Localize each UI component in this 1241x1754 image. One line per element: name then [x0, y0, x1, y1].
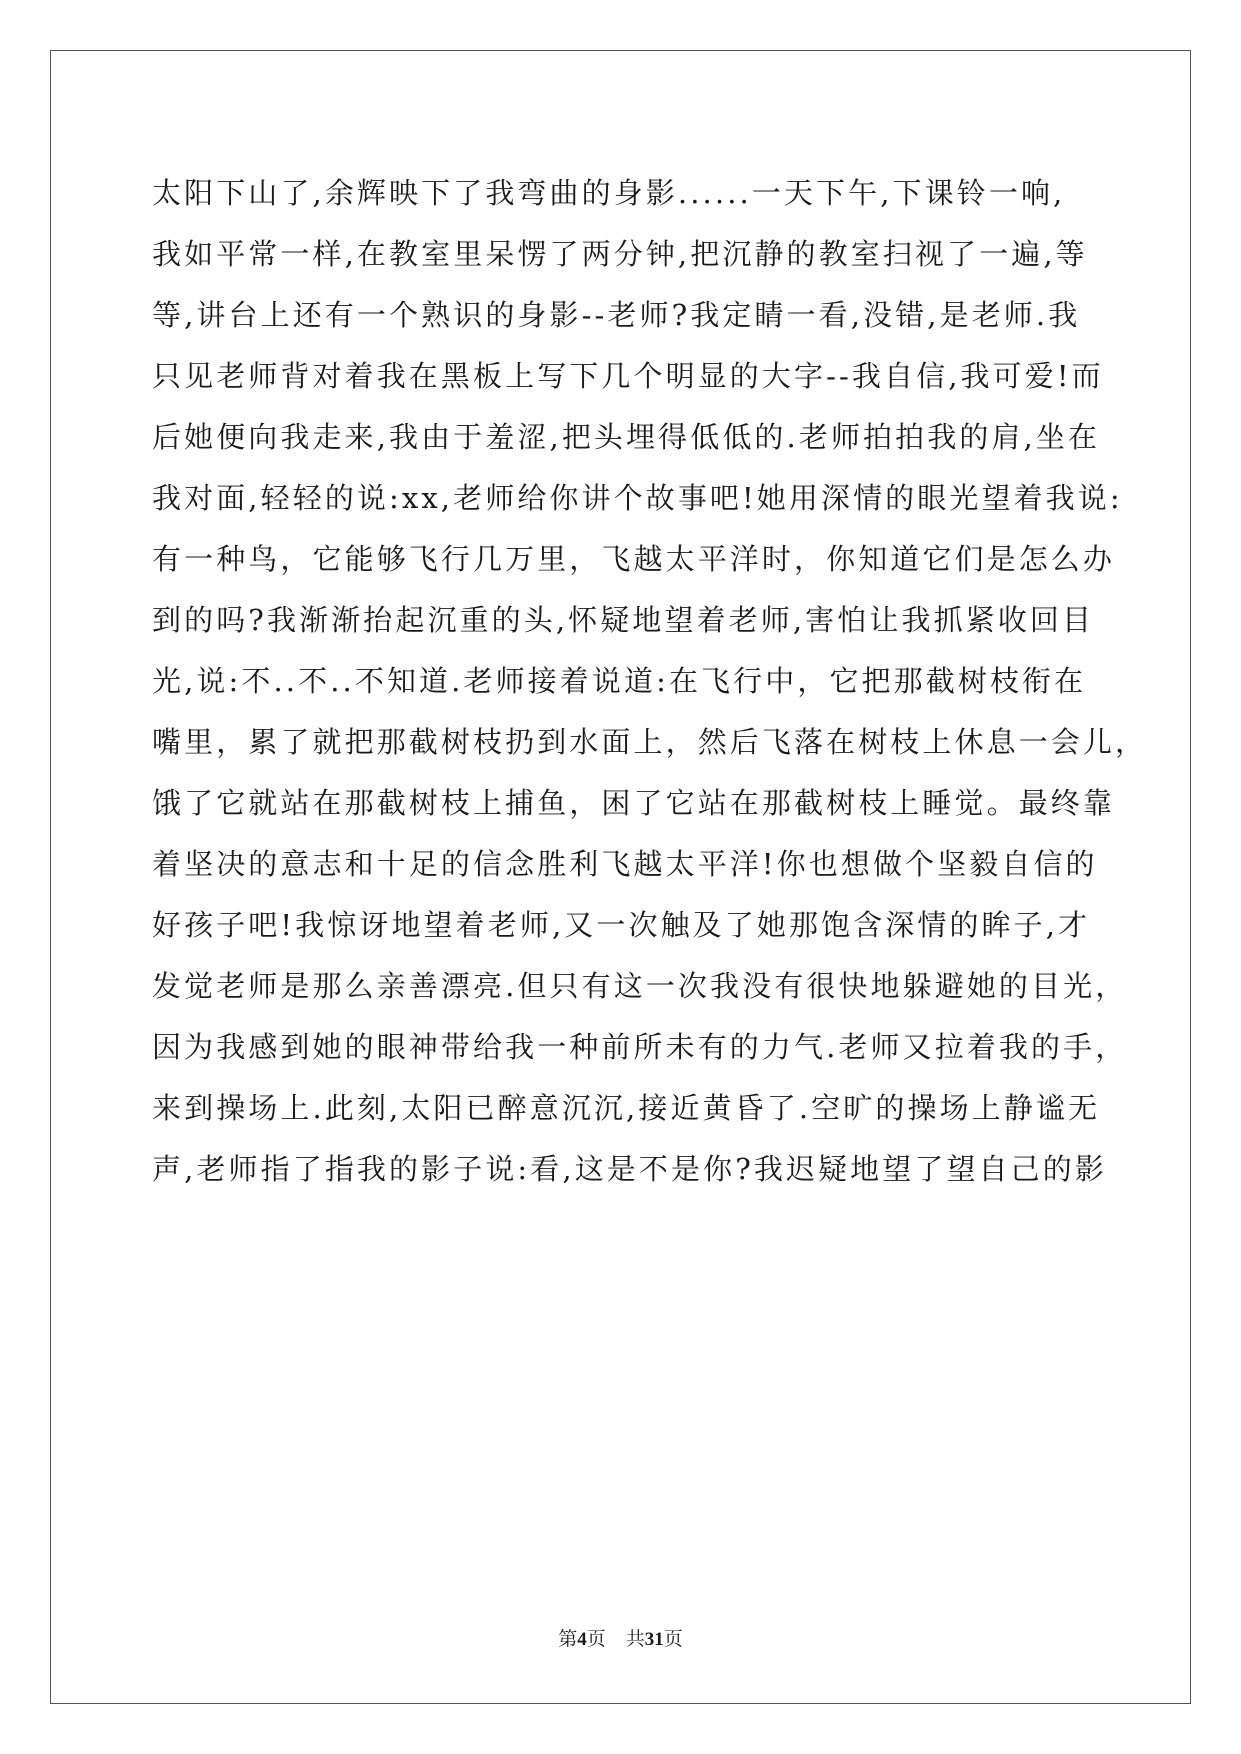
page-footer — [0, 1624, 1241, 1651]
document-body — [152, 163, 1148, 1200]
page-suffix: 页 — [586, 1629, 606, 1650]
text-line: 有一种鸟，它能够飞行几万里，飞越太平洋时，你知道它们是怎么办 — [152, 542, 1116, 576]
text-line: 着坚决的意志和十足的信念胜利飞越太平洋!你也想做个坚毅自信的 — [152, 847, 1098, 881]
text-line: 太阳下山了,余辉映下了我弯曲的身影......一天下午,下课铃一响, — [152, 176, 1066, 210]
total-pages: 31 — [644, 1629, 664, 1650]
text-line: 发觉老师是那么亲善漂亮.但只有这一次我没有很快地躲避她的目光， — [152, 969, 1128, 1003]
text-line: 来到操场上.此刻,太阳已醉意沉沉,接近黄昏了.空旷的操场上静谧无 — [152, 1091, 1101, 1125]
text-line: 好孩子吧!我惊讶地望着老师,又一次触及了她那饱含深情的眸子,才 — [152, 908, 1091, 942]
page-prefix: 第 — [558, 1629, 578, 1650]
text-line: 嘴里，累了就把那截树枝扔到水面上，然后飞落在树枝上休息一会儿， — [152, 725, 1148, 759]
text-line: 等,讲台上还有一个熟识的身影--老师?我定睛一看,没错,是老师.我 — [152, 298, 1081, 332]
text-line: 饿了它就站在那截树枝上捕鱼，困了它站在那截树枝上睡觉。最终靠 — [152, 786, 1116, 820]
text-line: 我如平常一样,在教室里呆愣了两分钟,把沉静的教室扫视了一遍,等 — [152, 237, 1088, 271]
total-suffix: 页 — [663, 1629, 683, 1650]
text-line: 到的吗?我渐渐抬起沉重的头,怀疑地望着老师,害怕让我抓紧收回目 — [152, 603, 1095, 637]
text-line: 只见老师背对着我在黑板上写下几个明显的大字--我自信,我可爱!而 — [152, 359, 1104, 393]
page-number: 4 — [577, 1629, 587, 1650]
text-line: 光,说:不..不..不知道.老师接着说道:在飞行中，它把那截树枝衔在 — [152, 664, 1087, 698]
text-line: 后她便向我走来,我由于羞涩,把头埋得低低的.老师拍拍我的肩,坐在 — [152, 420, 1101, 454]
text-line: 我对面,轻轻的说:xx,老师给你讲个故事吧!她用深情的眼光望着我说: — [152, 481, 1123, 515]
total-prefix: 共 — [625, 1629, 645, 1650]
text-line: 声,老师指了指我的影子说:看,这是不是你?我迟疑地望了望自己的影 — [152, 1152, 1107, 1186]
text-line: 因为我感到她的眼神带给我一种前所未有的力气.老师又拉着我的手， — [152, 1030, 1128, 1064]
